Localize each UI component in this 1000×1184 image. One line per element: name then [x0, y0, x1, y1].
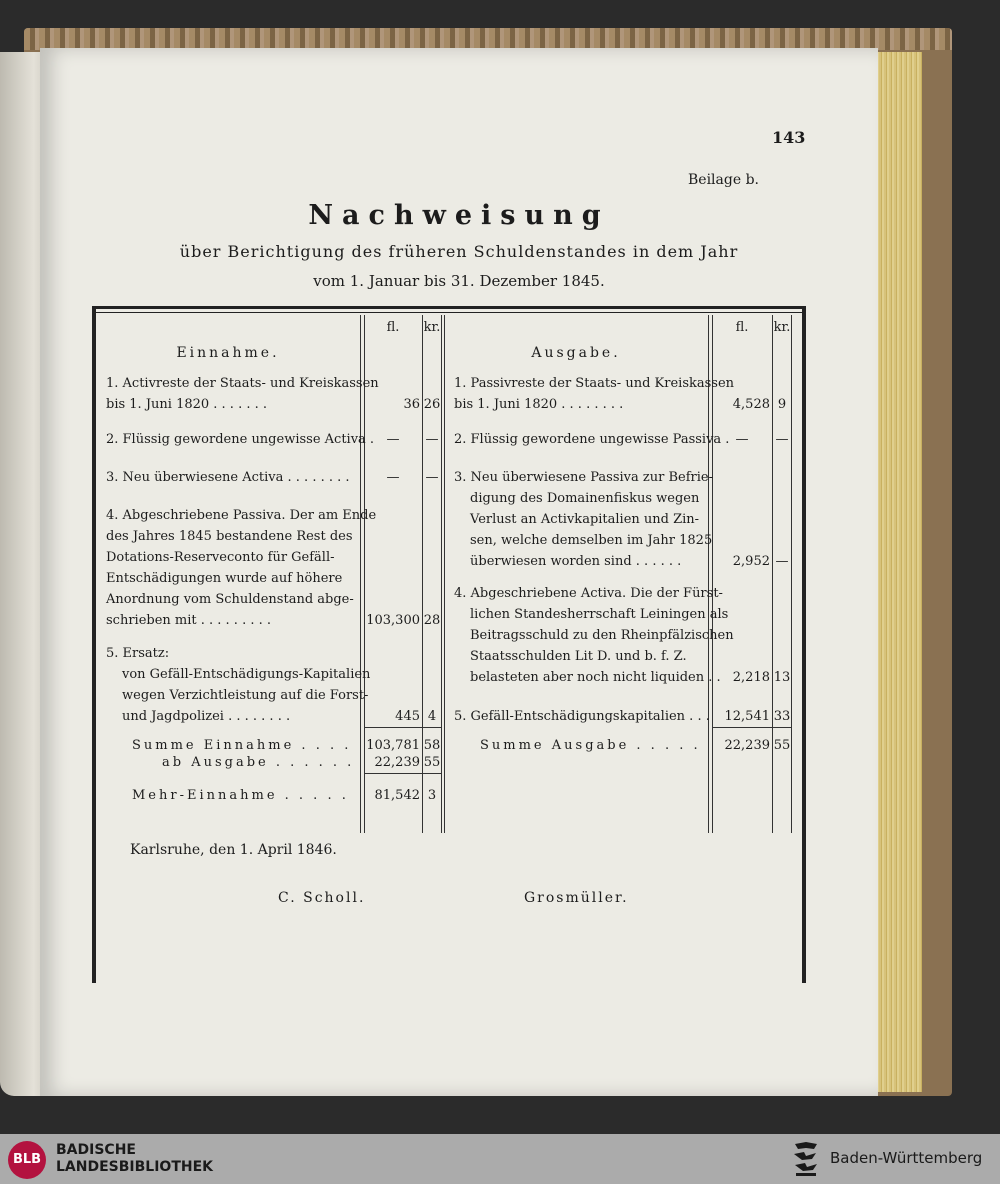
income-header: Einnahme.	[176, 345, 280, 361]
income-item-2-fl: —	[386, 432, 400, 447]
page-number: 143	[772, 128, 806, 147]
sum-rule	[712, 727, 792, 728]
appendix-label: Beilage b.	[688, 172, 759, 188]
unit-kr-expense: kr.	[773, 320, 791, 335]
unit-fl-income: fl.	[386, 320, 400, 335]
income-item-5-kr: 4	[427, 709, 437, 724]
expense-item-2-kr: —	[775, 432, 789, 447]
expense-item-5: 5. Gefäll-Entschädigungskapitalien . . .	[454, 709, 710, 724]
document-page	[40, 48, 878, 1096]
expense-item-4-fl: 2,218	[732, 670, 770, 685]
income-item-4: 4. Abgeschriebene Passiva. Der am Ende des Jahres 1845 bestandene Rest des Dotations-Reserveconto für Gefäll- Entschädigungen wurde auf höhere Anordnung vom Schuldenstand abge- schrieben mit . . . . . . . . .	[106, 508, 377, 628]
income-item-5-fl: 445	[395, 709, 420, 724]
sum-expense-kr: 55	[773, 738, 791, 753]
sum-income-fl: 103,781	[366, 738, 420, 753]
col-rule	[444, 315, 445, 833]
income-item-3-kr: —	[425, 470, 439, 485]
col-rule	[791, 315, 792, 833]
income-item-1-kr: 26	[423, 397, 441, 412]
expense-item-1-kr: 9	[777, 397, 787, 412]
income-item-3: 3. Neu überwiesene Activa . . . . . . . .	[106, 470, 350, 485]
expense-item-2: 2. Flüssig gewordene ungewisse Passiva .	[454, 432, 730, 447]
sum-expense-fl: 22,239	[724, 738, 770, 753]
signature-right: Grosmüller.	[524, 890, 629, 906]
expense-item-1-fl: 4,528	[732, 397, 770, 412]
blb-logo[interactable]: BLB	[8, 1141, 46, 1179]
income-item-2-kr: —	[425, 432, 439, 447]
state-name[interactable]: Baden-Württemberg	[830, 1149, 983, 1167]
sum-rule	[364, 773, 442, 774]
income-item-4-fl: 103,300	[366, 613, 420, 628]
unit-kr-income: kr.	[423, 320, 441, 335]
expense-item-3-kr: —	[775, 554, 789, 569]
minus-expense-kr: 55	[423, 755, 441, 770]
coat-of-arms-icon	[792, 1140, 820, 1178]
library-name[interactable]: BADISCHE LANDESBIBLIOTHEK	[56, 1142, 214, 1175]
income-item-2: 2. Flüssig gewordene ungewisse Activa .	[106, 432, 375, 447]
income-item-1-fl: 36	[403, 397, 420, 412]
surplus-fl: 81,542	[374, 788, 420, 803]
document-subtitle: über Berichtigung des früheren Schuldenstandes in dem Jahr	[179, 242, 739, 261]
income-item-5: 5. Ersatz: von Gefäll-Entschädigungs-Kapitalien wegen Verzichtleistung auf die Forst- und Jagdpolizei . . . . . . . .	[106, 646, 371, 724]
surplus-label: Mehr-Einnahme . . . . .	[132, 788, 349, 803]
sum-income-kr: 58	[423, 738, 441, 753]
place-date: Karlsruhe, den 1. April 1846.	[130, 842, 337, 858]
expense-item-4: 4. Abgeschriebene Activa. Die der Fürst- lichen Standesherrschaft Leiningen als Beitragsschuld zu den Rheinpfälzischen Staatsschulden Lit D. und b. f. Z. belasteten aber noch nicht liquiden . .	[454, 586, 734, 685]
ledger-table	[92, 306, 806, 983]
date-range: vom 1. Januar bis 31. Dezember 1845.	[313, 272, 605, 290]
minus-expense-fl: 22,239	[374, 755, 420, 770]
footer-bar	[0, 1134, 1000, 1184]
income-item-4-kr: 28	[423, 613, 441, 628]
minus-expense-label: ab Ausgabe . . . . . .	[162, 755, 355, 770]
expense-item-4-kr: 13	[773, 670, 791, 685]
signature-left: C. Scholl.	[278, 890, 366, 906]
income-item-3-fl: —	[386, 470, 400, 485]
expense-item-1: 1. Passivreste der Staats- und Kreiskassen bis 1. Juni 1820 . . . . . . . .	[454, 376, 735, 412]
sum-rule	[364, 727, 442, 728]
unit-fl-expense: fl.	[735, 320, 749, 335]
sum-expense-label: Summe Ausgabe . . . . .	[480, 738, 701, 753]
expense-item-5-fl: 12,541	[724, 709, 770, 724]
expense-header: Ausgabe.	[531, 345, 621, 361]
expense-item-3-fl: 2,952	[732, 554, 770, 569]
col-rule	[441, 315, 442, 833]
document-title: Nachweisung	[308, 200, 610, 231]
expense-item-5-kr: 33	[773, 709, 791, 724]
sum-income-label: Summe Einnahme . . . .	[132, 738, 352, 753]
income-item-1: 1. Activreste der Staats- und Kreiskassen bis 1. Juni 1820 . . . . . . .	[106, 376, 379, 412]
expense-item-3: 3. Neu überwiesene Passiva zur Befrie- digung des Domainenfiskus wegen Verlust an Activkapitalien und Zin- sen, welche demselben im Jahr 1825 überwiesen worden sind . . . . . .	[454, 470, 713, 569]
expense-item-2-fl: —	[735, 432, 749, 447]
page-fore-edge	[874, 52, 922, 1092]
surplus-kr: 3	[427, 788, 437, 803]
